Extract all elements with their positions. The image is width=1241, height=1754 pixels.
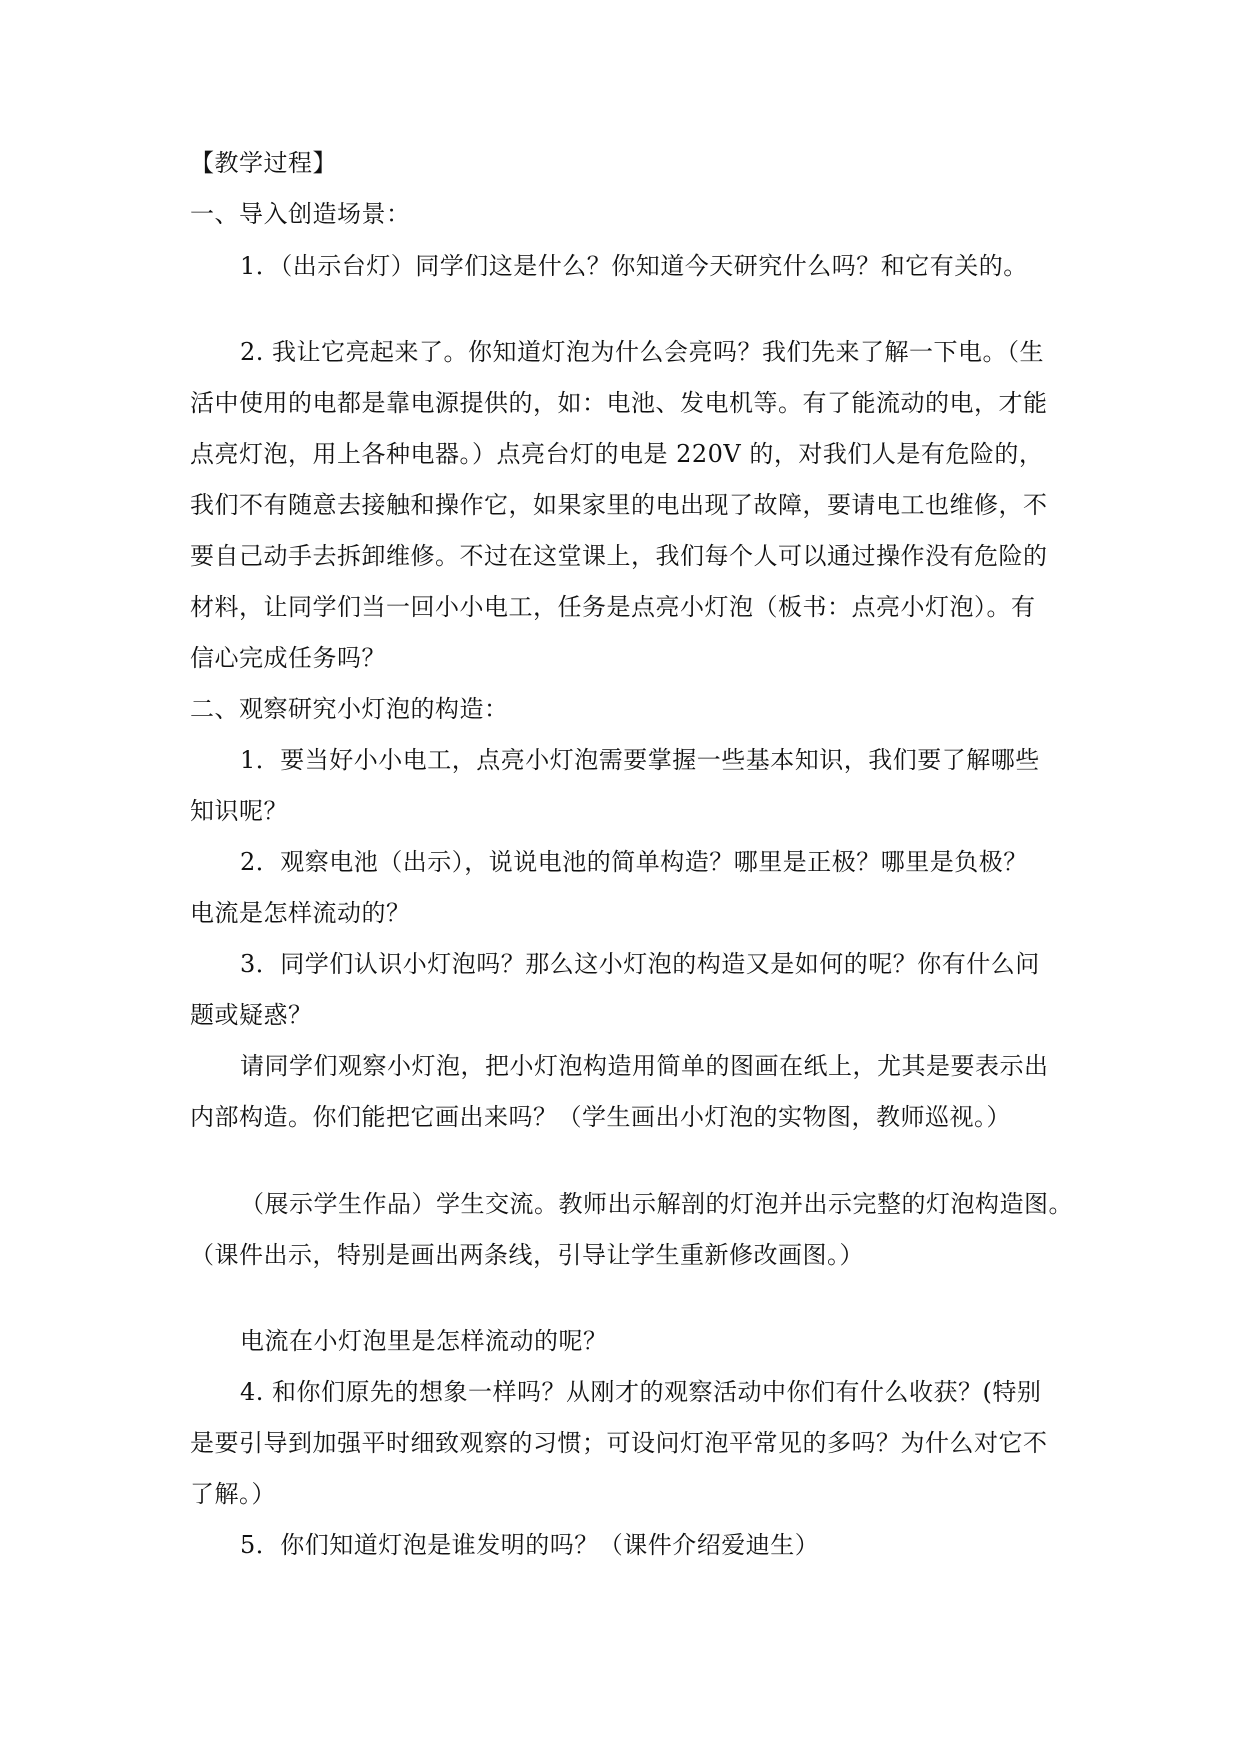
section2-item4-line: 是要引导到加强平时细致观察的习惯；可设问灯泡平常见的多吗？为什么对它不: [190, 1429, 1048, 1457]
section2-question: 电流在小灯泡里是怎样流动的呢？: [240, 1327, 608, 1355]
section1-item2-line: 我们不有随意去接触和操作它，如果家里的电出现了故障，要请电工也维修，不: [190, 491, 1048, 519]
section1-item2-line: 要自己动手去拆卸维修。不过在这堂课上，我们每个人可以通过操作没有危险的: [190, 542, 1048, 570]
section2-item1-line: 知识呢？: [190, 797, 288, 825]
section2-item2-line: 2．观察电池（出示），说说电池的简单构造？哪里是正极？哪里是负极？: [240, 848, 1028, 876]
section1-item2-line: 材料，让同学们当一回小小电工，任务是点亮小灯泡（板书：点亮小灯泡）。有: [190, 593, 1036, 621]
section2-title: 二、观察研究小灯泡的构造：: [190, 695, 509, 723]
section1-item2-line: 信心完成任务吗？: [190, 644, 386, 672]
section2-item3-line: 题或疑惑？: [190, 1001, 313, 1029]
section2-draw-paragraph-line: 内部构造。你们能把它画出来吗？（学生画出小灯泡的实物图，教师巡视。）: [190, 1103, 1011, 1131]
section2-item2-line: 电流是怎样流动的？: [190, 899, 411, 927]
section2-show-paragraph-line: （展示学生作品）学生交流。教师出示解剖的灯泡并出示完整的灯泡构造图。: [240, 1190, 1073, 1218]
section2-item1-line: 1．要当好小小电工，点亮小灯泡需要掌握一些基本知识，我们要了解哪些: [240, 746, 1040, 774]
section1-item2-line: 2. 我让它亮起来了。你知道灯泡为什么会亮吗？我们先来了解一下电。（生: [240, 338, 1045, 366]
section2-show-paragraph-line: （课件出示，特别是画出两条线，引导让学生重新修改画图。）: [190, 1241, 864, 1269]
section-heading: 【教学过程】: [190, 149, 337, 177]
section2-item5: 5．你们知道灯泡是谁发明的吗？（课件介绍爱迪生）: [240, 1531, 820, 1559]
section1-item2-line: 活中使用的电都是靠电源提供的，如：电池、发电机等。有了能流动的电，才能: [190, 389, 1048, 417]
section1-item2-line: 点亮灯泡，用上各种电器。）点亮台灯的电是 220V 的，对我们人是有危险的，: [190, 440, 1044, 468]
section1-title: 一、导入创造场景：: [190, 200, 411, 228]
section1-item1: 1．（出示台灯）同学们这是什么？你知道今天研究什么吗？和它有关的。: [240, 252, 1028, 280]
section2-item4-line: 了解。）: [190, 1480, 276, 1508]
section2-item4-line: 4. 和你们原先的想象一样吗？从刚才的观察活动中你们有什么收获？(特别: [240, 1378, 1042, 1406]
section2-item3-line: 3．同学们认识小灯泡吗？那么这小灯泡的构造又是如何的呢？你有什么问: [240, 950, 1040, 978]
section2-draw-paragraph-line: 请同学们观察小灯泡，把小灯泡构造用简单的图画在纸上，尤其是要表示出: [240, 1052, 1049, 1080]
